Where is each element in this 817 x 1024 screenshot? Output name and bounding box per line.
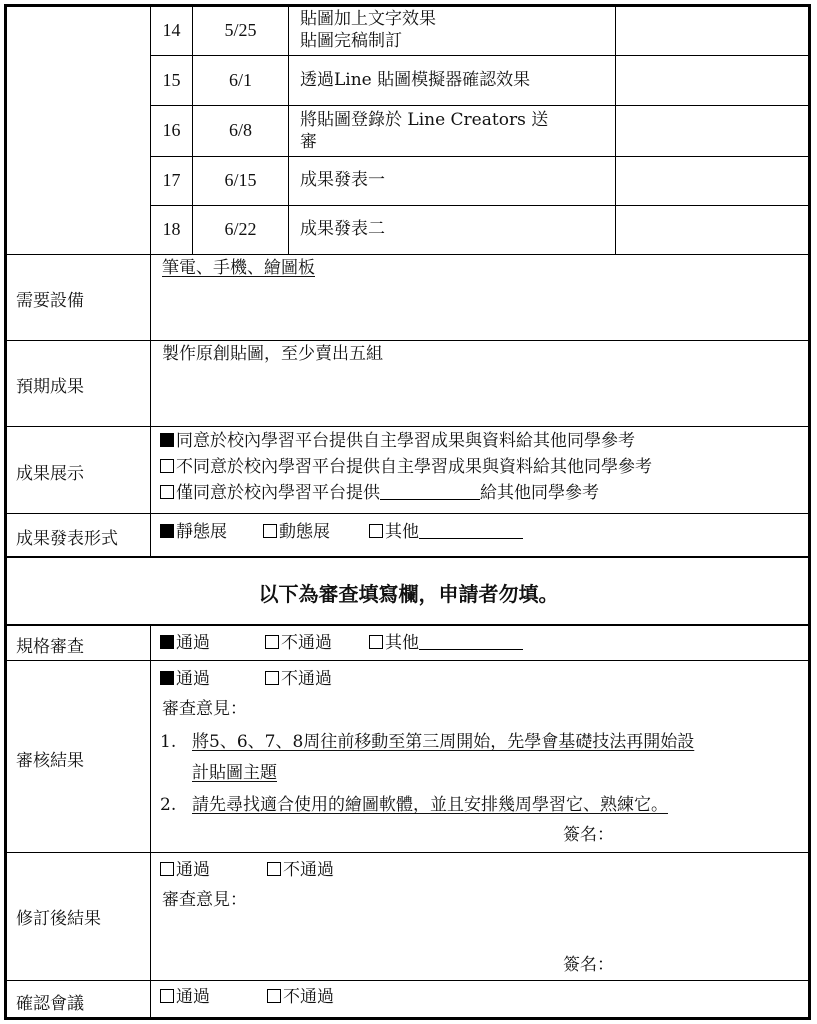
week-content: 貼圖完稿制訂 bbox=[300, 31, 402, 51]
opinion-item-number: 2. bbox=[160, 795, 177, 815]
grid-line bbox=[150, 156, 811, 157]
revised-label: 修訂後結果 bbox=[16, 909, 101, 929]
row-divider bbox=[5, 660, 811, 661]
week-date: 6/22 bbox=[224, 219, 257, 239]
option-text: 通過 bbox=[176, 987, 210, 1007]
showcase-option-agree[interactable] bbox=[160, 430, 635, 452]
week-date: 5/25 bbox=[224, 20, 257, 40]
expected-label: 預期成果 bbox=[16, 377, 84, 397]
option-text: 通過 bbox=[176, 860, 210, 880]
review-label: 審核結果 bbox=[16, 751, 84, 771]
confirm-option-pass[interactable] bbox=[160, 986, 210, 1008]
equipment-label: 需要設備 bbox=[16, 291, 84, 311]
format-option-other[interactable] bbox=[369, 521, 523, 543]
week-content: 成果發表一 bbox=[300, 170, 385, 190]
checkbox-checked[interactable] bbox=[160, 524, 174, 538]
week-content: 將貼圖登錄於 Line Creators 送 bbox=[300, 110, 549, 130]
checkbox[interactable] bbox=[160, 989, 174, 1003]
week-date: 6/8 bbox=[228, 120, 252, 140]
spec-option-fail[interactable] bbox=[265, 632, 332, 654]
week-content: 透過Line 貼圖模擬器確認效果 bbox=[300, 70, 531, 90]
grid-line bbox=[150, 205, 811, 206]
revised-option-pass[interactable] bbox=[160, 859, 210, 881]
checkbox[interactable] bbox=[160, 459, 174, 473]
checkbox-checked[interactable] bbox=[160, 433, 174, 447]
showcase-option-partial[interactable] bbox=[160, 482, 599, 504]
checkbox[interactable] bbox=[265, 635, 279, 649]
option-text: 通過 bbox=[176, 633, 210, 653]
week-number: 15 bbox=[162, 70, 181, 90]
option-text: 僅同意於校內學習平台提供 bbox=[176, 483, 380, 503]
row-divider bbox=[5, 980, 811, 981]
spec-option-other[interactable] bbox=[369, 632, 523, 654]
grid-line bbox=[288, 5, 289, 254]
opinion-item-number: 1. bbox=[160, 732, 177, 752]
format-option-dynamic[interactable] bbox=[263, 521, 330, 543]
option-text: 不通過 bbox=[283, 860, 334, 880]
checkbox[interactable] bbox=[369, 524, 383, 538]
row-divider bbox=[5, 852, 811, 853]
review-section-banner: 以下為審查填寫欄，申請者勿填。 bbox=[258, 582, 559, 606]
week-date: 6/1 bbox=[228, 70, 252, 90]
opinion-item-text: 請先尋找適合使用的繪圖軟體，並且安排幾周學習它、熟練它。 bbox=[192, 795, 668, 815]
option-text: 其他 bbox=[385, 633, 419, 653]
checkbox[interactable] bbox=[160, 485, 174, 499]
label-column-divider bbox=[150, 254, 151, 556]
showcase-option-disagree[interactable] bbox=[160, 456, 652, 478]
option-text: 不同意於校內學習平台提供自主學習成果與資料給其他同學參考 bbox=[176, 457, 652, 477]
review-option-pass[interactable] bbox=[160, 668, 210, 690]
confirm-label: 確認會議 bbox=[16, 994, 84, 1014]
fill-blank[interactable] bbox=[419, 635, 523, 650]
option-text: 動態展 bbox=[279, 522, 330, 542]
spec-option-pass[interactable] bbox=[160, 632, 210, 654]
fill-blank[interactable] bbox=[380, 485, 480, 500]
checkbox-checked[interactable] bbox=[160, 671, 174, 685]
opinion-item-text: 將5、6、7、8周往前移動至第三周開始，先學會基礎技法再開始設 bbox=[192, 732, 695, 752]
week-date: 6/15 bbox=[224, 170, 257, 190]
expected-value: 製作原創貼圖，至少賣出五組 bbox=[162, 344, 383, 364]
row-divider bbox=[5, 254, 811, 255]
signature-label: 簽名： bbox=[563, 825, 614, 845]
checkbox[interactable] bbox=[265, 671, 279, 685]
row-divider bbox=[5, 426, 811, 427]
checkbox[interactable] bbox=[369, 635, 383, 649]
opinion-item-text: 計貼圖主題 bbox=[192, 763, 277, 783]
equipment-value: 筆電、手機、繪圖板 bbox=[162, 258, 315, 278]
review-option-fail[interactable] bbox=[265, 668, 332, 690]
format-option-static[interactable] bbox=[160, 521, 227, 543]
week-number: 14 bbox=[162, 20, 181, 40]
row-divider bbox=[5, 556, 811, 558]
option-text: 不通過 bbox=[281, 669, 332, 689]
option-text: 靜態展 bbox=[176, 522, 227, 542]
checkbox[interactable] bbox=[267, 989, 281, 1003]
week-content: 貼圖加上文字效果 bbox=[300, 9, 436, 29]
revised-option-fail[interactable] bbox=[267, 859, 334, 881]
option-text: 給其他同學參考 bbox=[480, 483, 599, 503]
showcase-label: 成果展示 bbox=[16, 464, 84, 484]
week-number: 18 bbox=[162, 219, 181, 239]
review-opinion-label: 審查意見： bbox=[162, 699, 247, 719]
week-number: 17 bbox=[162, 170, 181, 190]
grid-line bbox=[150, 55, 811, 56]
option-text: 通過 bbox=[176, 669, 210, 689]
checkbox[interactable] bbox=[160, 862, 174, 876]
option-text: 其他 bbox=[385, 522, 419, 542]
grid-line bbox=[150, 105, 811, 106]
checkbox-checked[interactable] bbox=[160, 635, 174, 649]
revised-opinion-label: 審查意見： bbox=[162, 890, 247, 910]
fill-blank[interactable] bbox=[419, 524, 523, 539]
row-divider bbox=[5, 513, 811, 514]
week-number: 16 bbox=[162, 120, 181, 140]
checkbox[interactable] bbox=[263, 524, 277, 538]
option-text: 不通過 bbox=[281, 633, 332, 653]
spec-label: 規格審查 bbox=[16, 637, 84, 657]
option-text: 同意於校內學習平台提供自主學習成果與資料給其他同學參考 bbox=[176, 431, 635, 451]
grid-line bbox=[615, 5, 616, 254]
signature-label: 簽名： bbox=[563, 955, 614, 975]
row-divider bbox=[5, 340, 811, 341]
format-label: 成果發表形式 bbox=[16, 529, 118, 549]
label-column-divider bbox=[150, 624, 151, 1018]
week-content: 審 bbox=[300, 132, 317, 152]
confirm-option-fail[interactable] bbox=[267, 986, 334, 1008]
checkbox[interactable] bbox=[267, 862, 281, 876]
week-content: 成果發表二 bbox=[300, 219, 385, 239]
option-text: 不通過 bbox=[283, 987, 334, 1007]
row-divider bbox=[5, 624, 811, 626]
